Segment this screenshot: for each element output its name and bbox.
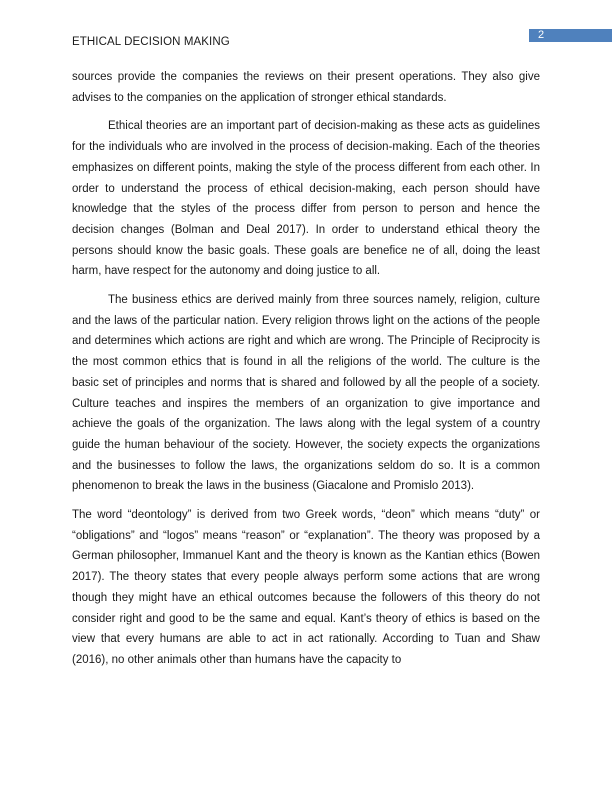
paragraph: sources provide the companies the reviews on their present operations. They also give advises to the companies on the application of stronger ethical standards. xyxy=(72,71,540,104)
paragraph: Ethical theories are an important part of decision-making as these acts as guidelines for the individuals who are involved in the process of decision-making. Each of the theories emphasizes on different points, making the style of the process different from each other. In order to understand the process of ethical decision-making, each person should have knowledge that the styles of the process differ from person to person and hence the decision changes (Bolman and Deal 2017). In order to understand ethical theory the persons should know the basic goals. These goals are benefice ne of all, doing the least harm, have respect for the autonomy and doing justice to all. xyxy=(72,120,540,278)
document-body xyxy=(72,67,540,679)
paragraph: The word “deontology” is derived from two Greek words, “deon” which means “duty” or “obligations” and “logos” means “reason” or “explanation”. The theory was proposed by a German philosopher, Immanuel Kant and the theory is known as the Kantian ethics (Bowen 2017). The theory states that every people always perform some actions that are wrong though they might have an ethical outcomes because the followers of this theory do not consider right and good to be the same and equal. Kant’s theory of ethics is based on the view that every humans are able to act in act rationally. According to Tuan and Shaw (2016), no other animals other than humans have the capacity to xyxy=(72,509,540,666)
running-header: ETHICAL DECISION MAKING xyxy=(72,36,230,48)
page-number: 2 xyxy=(538,29,545,41)
paragraph: The business ethics are derived mainly from three sources namely, religion, culture and the laws of the particular nation. Every religion throws light on the actions of the people and determines which actions are right and which are wrong. The Principle of Reciprocity is the most common ethics that is found in all the religions of the world. The culture is the basic set of principles and norms that is shared and followed by all the people of a society. Culture teaches and inspires the members of an organization to give importance and achieve the goals of the organization. The laws along with the legal system of a country guide the human behaviour of the society. However, the society expects the organizations and the businesses to follow the laws, the organizations seldom do so. It is a common phenomenon to break the laws in the business (Giacalone and Promislo 2013). xyxy=(72,294,540,493)
page-number-badge xyxy=(529,29,612,42)
